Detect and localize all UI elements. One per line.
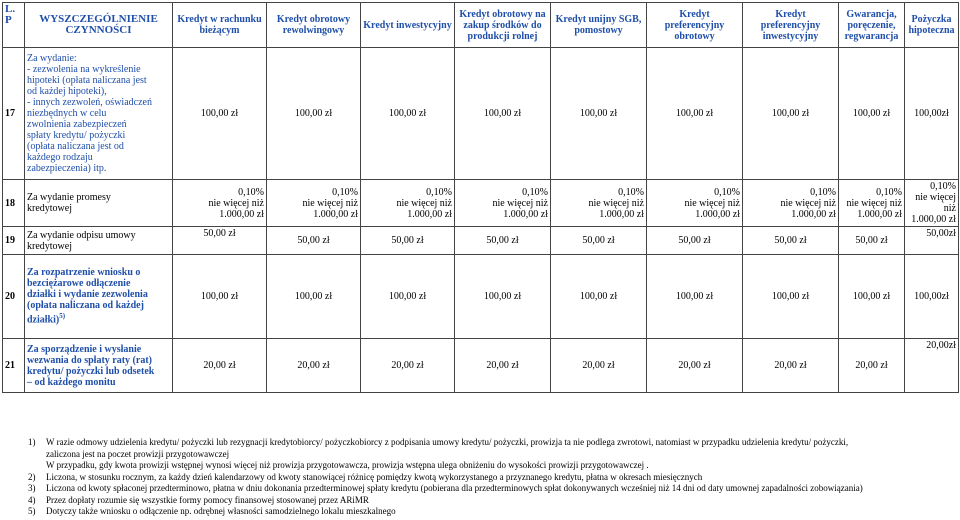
footnote-number: 2) xyxy=(28,471,36,482)
fee-value: 20,00 zł xyxy=(173,339,267,393)
description-line: - innych zezwoleń, oświadczeń xyxy=(27,97,152,108)
fee-value: 20,00 zł xyxy=(551,339,647,393)
fee-value-part: nie więcej niż xyxy=(208,197,264,209)
fee-value: 50,00 zł xyxy=(267,227,361,255)
footnote-number: 3) xyxy=(28,483,36,493)
fee-value: 50,00zł xyxy=(905,227,959,255)
description-line: – od każdego monitu xyxy=(27,376,116,388)
footnote-line: Dotyczy także wniosku o odłączenie np. odrębnej własności samodzielnego lokalu mieszkalnego xyxy=(46,506,396,516)
header-col-1: Kredyt w rachunku bieżącym xyxy=(173,3,267,48)
fee-value: 50,00 zł xyxy=(551,227,647,255)
fee-value xyxy=(267,180,361,227)
header-col-7: Kredyt preferencyjny inwestycyjny xyxy=(743,3,839,48)
row-number: 18 xyxy=(3,180,25,227)
footnote-number: 1) xyxy=(28,437,36,447)
header-col-2: Kredyt obrotowy rewolwingowy xyxy=(267,3,361,48)
fee-value: 100,00 zł xyxy=(267,48,361,180)
fee-value xyxy=(743,180,839,227)
footnote xyxy=(28,472,956,484)
description-line: kredytowej xyxy=(27,240,72,252)
fee-value: 100,00 zł xyxy=(551,48,647,180)
fee-value-part: nie więcej niż xyxy=(780,197,836,209)
fee-value-part: 0,10% xyxy=(426,186,452,198)
fee-value-part: 1.000,00 zł xyxy=(219,208,264,220)
row-number: 21 xyxy=(3,339,25,393)
description-line: działki) xyxy=(27,314,60,326)
fee-value: 20,00 zł xyxy=(267,339,361,393)
header-row xyxy=(3,3,959,48)
description-line: hipoteki (opłata naliczana jest xyxy=(27,75,147,86)
description-line: zabezpieczenia) itp. xyxy=(27,163,107,174)
fee-value: 50,00 zł xyxy=(743,227,839,255)
description-line: działki i wydanie zezwolenia xyxy=(27,289,148,301)
row-number: 17 xyxy=(3,48,25,180)
table-row xyxy=(3,227,959,255)
fee-value: 20,00 zł xyxy=(839,339,905,393)
description-line: zwolnienia zabezpieczeń xyxy=(27,119,127,130)
fee-value-part: nie więcej niż xyxy=(846,197,902,209)
description-line: spłaty kredytu/ pożyczki xyxy=(27,130,126,141)
fee-value-part: nie więcej niż xyxy=(684,197,740,209)
description-line: Za rozpatrzenie wniosku o xyxy=(27,267,141,279)
footnote-text xyxy=(46,506,956,518)
footnote-line: Liczona od kwoty spłaconej przedterminowo, płatna w dniu dokonania przedterminowej spłaty kredytu (pobierana dla przedterminowych spłat dokonywanych wcześniej niż 14 dni od daty umownej zapadalności zobowiązania) xyxy=(46,483,863,493)
fee-value-part: 1.000,00 zł xyxy=(313,208,358,220)
header-col-8: Gwarancja, poręczenie, regwarancja xyxy=(839,3,905,48)
fee-value: 100,00 zł xyxy=(361,48,455,180)
row-description xyxy=(25,255,173,339)
table-row xyxy=(3,339,959,393)
fee-value: 100,00 zł xyxy=(839,255,905,339)
description-line: Za sporządzenie i wysłanie xyxy=(27,343,142,355)
fee-value-part: 1.000,00 zł xyxy=(857,208,902,220)
header-col-9: Pożyczka hipoteczna xyxy=(905,3,959,48)
footnote-line: W razie odmowy udzielenia kredytu/ pożyczki lub rezygnacji kredytobiorcy/ pożyczkobiorcy z podpisania umowy kredytu/ pożyczki, prowizja ta nie podlega zwrotowi, natomiast w przypadku udzielenia kredytu/ pożyczki, xyxy=(46,437,849,447)
fee-value: 100,00 zł xyxy=(267,255,361,339)
header-col-4: Kredyt obrotowy na zakup środków do produkcji rolnej xyxy=(455,3,551,48)
description-line: bezciężarowe odłączenie xyxy=(27,278,131,290)
footnotes xyxy=(28,437,956,518)
fee-value: 100,00 zł xyxy=(361,255,455,339)
fee-value-part: 0,10% xyxy=(714,186,740,198)
description-line: - zezwolenia na wykreślenie xyxy=(27,64,141,75)
fee-value xyxy=(647,180,743,227)
fee-value: 20,00 zł xyxy=(647,339,743,393)
fee-value: 50,00 zł xyxy=(455,227,551,255)
description-line: niezbędnych w celu xyxy=(27,108,107,119)
fee-value-part: 1.000,00 zł xyxy=(407,208,452,220)
table-row xyxy=(3,180,959,227)
fee-value-part: nie więcej niż xyxy=(915,192,956,214)
fee-value xyxy=(551,180,647,227)
fee-value: 100,00 zł xyxy=(743,48,839,180)
fee-value-part: 1.000,00 zł xyxy=(695,208,740,220)
fee-value-part: nie więcej niż xyxy=(492,197,548,209)
description-line: kredytowej xyxy=(27,203,72,214)
header-col-6: Kredyt preferencyjny obrotowy xyxy=(647,3,743,48)
description-line: Za wydanie odpisu umowy xyxy=(27,229,136,241)
fee-value: 100,00 zł xyxy=(743,255,839,339)
table-row xyxy=(3,48,959,180)
fee-value: 100,00 zł xyxy=(173,48,267,180)
fee-value: 50,00 zł xyxy=(647,227,743,255)
fee-value-part: 0,10% xyxy=(332,186,358,198)
fee-value xyxy=(361,180,455,227)
footnote-line: W przypadku, gdy kwota prowizji wstępnej wynosi więcej niż prowizja przygotowawcza, prowizja wstępna ulega obniżeniu do wysokości prowizji przygotowawczej . xyxy=(46,460,649,470)
description-line: (opłata naliczana jest od xyxy=(27,141,124,152)
fee-value: 50,00 zł xyxy=(839,227,905,255)
fee-value: 100,00 zł xyxy=(551,255,647,339)
fee-value: 100,00zł xyxy=(905,48,959,180)
description-line: Za wydanie promesy xyxy=(27,192,111,203)
row-description xyxy=(25,339,173,393)
footnote-text xyxy=(46,483,956,495)
footnote-line: Przez dopłaty rozumie się wszystkie formy pomocy finansowej stosowanej przez ARiMR xyxy=(46,494,369,505)
footnote-line: zaliczona jest na poczet prowizji przygotowawczej xyxy=(46,448,230,459)
fee-value-part: 0,10% xyxy=(810,186,836,198)
fee-value xyxy=(839,180,905,227)
description-line: wezwania do spłaty raty (rat) xyxy=(27,354,152,366)
footnote xyxy=(28,495,956,507)
description-line: (opłata naliczana od każdej xyxy=(27,300,144,312)
fee-value: 20,00 zł xyxy=(361,339,455,393)
row-number: 20 xyxy=(3,255,25,339)
fee-value-part: nie więcej niż xyxy=(396,197,452,209)
fee-value: 100,00 zł xyxy=(647,48,743,180)
header-name: WYSZCZEGÓLNIENIE CZYNNOŚCI xyxy=(25,3,173,48)
fee-value: 20,00zł xyxy=(905,339,959,393)
fees-table xyxy=(2,2,959,393)
fee-value: 100,00 zł xyxy=(647,255,743,339)
description-line-wrap xyxy=(27,311,170,325)
fee-value-part: 1.000,00 zł xyxy=(791,208,836,220)
table-row xyxy=(3,255,959,339)
footnote-number: 5) xyxy=(28,506,36,516)
footnote-text xyxy=(46,437,956,472)
fee-value-part: 1.000,00 zł xyxy=(503,208,548,220)
fee-value xyxy=(173,180,267,227)
fee-value-part: 0,10% xyxy=(876,186,902,198)
fee-value: 20,00 zł xyxy=(743,339,839,393)
fee-value: 100,00 zł xyxy=(455,255,551,339)
fee-value: 100,00 zł xyxy=(173,255,267,339)
description-line: każdego rodzaju xyxy=(27,152,93,163)
fee-value: 50,00 zł xyxy=(361,227,455,255)
footnote xyxy=(28,506,956,518)
row-number: 19 xyxy=(3,227,25,255)
header-col-5: Kredyt unijny SGB, pomostowy xyxy=(551,3,647,48)
fee-value-part: nie więcej niż xyxy=(588,197,644,209)
fee-value: 100,00 zł xyxy=(839,48,905,180)
fee-value: 100,00zł xyxy=(905,255,959,339)
footnote-text xyxy=(46,472,956,484)
footnote-line: Liczona, w stosunku rocznym, za każdy dzień kalendarzowy od kwoty stanowiącej różnicę pomiędzy kwotą wykorzystanego a przyznanego kredytu, płatna w okresach miesięcznych xyxy=(46,471,703,482)
footnote xyxy=(28,483,956,495)
fee-value: 50,00 zł xyxy=(173,227,267,255)
footnote-number: 4) xyxy=(28,494,36,505)
fee-value-part: nie więcej niż xyxy=(302,197,358,209)
description-line: od każdej hipoteki), xyxy=(27,86,107,97)
description-line: kredytu/ pożyczki lub odsetek xyxy=(27,365,155,377)
row-description xyxy=(25,180,173,227)
row-description xyxy=(25,48,173,180)
fee-value-part: 0,10% xyxy=(930,181,956,192)
fee-value-part: 0,10% xyxy=(522,186,548,198)
footnote-text xyxy=(46,495,956,507)
fee-value-part: 0,10% xyxy=(238,186,264,198)
header-col-3: Kredyt inwestycyjny xyxy=(361,3,455,48)
fee-value-part: 0,10% xyxy=(618,186,644,198)
fee-value-part: 1.000,00 zł xyxy=(911,214,956,225)
description-line: Za wydanie: xyxy=(27,53,77,64)
header-lp: L. P xyxy=(3,3,25,48)
row-description xyxy=(25,227,173,255)
fee-value-part: 1.000,00 zł xyxy=(599,208,644,220)
fee-value: 100,00 zł xyxy=(455,48,551,180)
fee-value xyxy=(455,180,551,227)
footnote-ref: 5) xyxy=(59,312,66,321)
fee-value xyxy=(905,180,959,227)
footnote xyxy=(28,437,956,472)
fee-value: 20,00 zł xyxy=(455,339,551,393)
